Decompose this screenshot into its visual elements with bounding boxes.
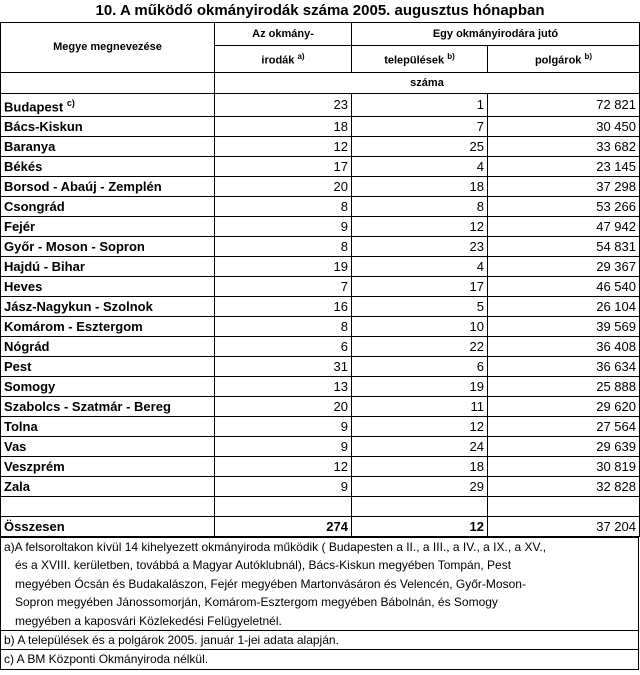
citizens-per-office: 27 564 — [488, 416, 640, 436]
citizens-per-office: 72 821 — [488, 93, 640, 116]
settlements-per-office: 10 — [352, 316, 488, 336]
settlements-per-office: 22 — [352, 336, 488, 356]
settlements-per-office: 4 — [352, 256, 488, 276]
region-name: Békés — [1, 156, 215, 176]
citizens-per-office: 54 831 — [488, 236, 640, 256]
settlements-per-office: 11 — [352, 396, 488, 416]
table-row — [1, 236, 640, 256]
region-name: Pest — [1, 356, 215, 376]
footnote-a-line: megyében a kaposvári Közlekedési Felügyeletnél. — [15, 613, 282, 628]
region-name: Heves — [1, 276, 215, 296]
office-count: 9 — [215, 216, 352, 236]
citizens-per-office: 36 634 — [488, 356, 640, 376]
region-name: Somogy — [1, 376, 215, 396]
table-row — [1, 336, 640, 356]
settlements-per-office: 1 — [352, 93, 488, 116]
region-name: Komárom - Esztergom — [1, 316, 215, 336]
citizens-per-office: 30 450 — [488, 116, 640, 136]
citizens-per-office: 29 367 — [488, 256, 640, 276]
header-per-office: Egy okmányirodára jutó — [352, 23, 640, 46]
citizens-per-office: 39 569 — [488, 316, 640, 336]
settlements-per-office: 7 — [352, 116, 488, 136]
header-blank — [1, 72, 215, 93]
citizens-per-office: 30 819 — [488, 456, 640, 476]
footnote-c: c) A BM Központi Okmányiroda nélkül. — [1, 649, 638, 668]
settlements-per-office: 12 — [352, 416, 488, 436]
table-row — [1, 116, 640, 136]
office-count: 23 — [215, 93, 352, 116]
settlements-per-office: 23 — [352, 236, 488, 256]
footnotes — [0, 537, 639, 670]
office-count: 8 — [215, 236, 352, 256]
region-name: Tolna — [1, 416, 215, 436]
region-name: Borsod - Abaúj - Zemplén — [1, 176, 215, 196]
citizens-per-office: 29 639 — [488, 436, 640, 456]
settlements-per-office: 6 — [352, 356, 488, 376]
region-name: Nógrád — [1, 336, 215, 356]
citizens-per-office: 33 682 — [488, 136, 640, 156]
total-citizens: 37 204 — [488, 516, 640, 536]
table-title: 10. A működő okmányirodák száma 2005. augusztus hónapban — [95, 2, 545, 19]
settlements-per-office: 25 — [352, 136, 488, 156]
region-name: Fejér — [1, 216, 215, 236]
office-count: 17 — [215, 156, 352, 176]
table-row — [1, 316, 640, 336]
settlements-per-office: 24 — [352, 436, 488, 456]
office-count: 12 — [215, 136, 352, 156]
footnote-a-line: megyében Ócsán és Budakalászon, Fejér megyében Martonvásáron és Velencén, Győr-Moson- — [15, 576, 526, 591]
table-row — [1, 176, 640, 196]
offices-table — [0, 22, 640, 537]
settlements-per-office: 12 — [352, 216, 488, 236]
office-count: 8 — [215, 316, 352, 336]
office-count: 20 — [215, 396, 352, 416]
region-name: Veszprém — [1, 456, 215, 476]
region-name: Bács-Kiskun — [1, 116, 215, 136]
settlements-per-office: 18 — [352, 176, 488, 196]
region-name: Budapest $^{c)}$ — [1, 93, 215, 116]
settlements-per-office: 17 — [352, 276, 488, 296]
office-count: 8 — [215, 196, 352, 216]
total-label: Összesen — [1, 516, 215, 536]
table-row — [1, 356, 640, 376]
table-row — [1, 436, 640, 456]
citizens-per-office: 53 266 — [488, 196, 640, 216]
office-count: 19 — [215, 256, 352, 276]
total-row — [1, 516, 640, 536]
table-row — [1, 296, 640, 316]
settlements-per-office: 5 — [352, 296, 488, 316]
settlements-per-office: 19 — [352, 376, 488, 396]
table-row — [1, 256, 640, 276]
header-settlements: települések $^{b)}$ — [352, 46, 488, 73]
office-count: 9 — [215, 476, 352, 496]
office-count: 31 — [215, 356, 352, 376]
office-count: 16 — [215, 296, 352, 316]
office-count: 20 — [215, 176, 352, 196]
footnote-a-line: a)A felsoroltakon kívül 14 kihelyezett okmányiroda működik ( Budapesten a II., a III., a IV., a IX., a XV., — [1, 537, 638, 556]
region-name: Hajdú - Bihar — [1, 256, 215, 276]
total-settlements: 12 — [352, 516, 488, 536]
citizens-per-office: 29 620 — [488, 396, 640, 416]
citizens-per-office: 36 408 — [488, 336, 640, 356]
citizens-per-office: 26 104 — [488, 296, 640, 316]
table-row — [1, 156, 640, 176]
office-count: 6 — [215, 336, 352, 356]
footnote-b: b) A települések és a polgárok 2005. január 1-jei adata alapján. — [1, 630, 638, 649]
footnote-a-line: és a XVIII. kerületben, továbbá a Magyar Autóklubnál), Bács-Kiskun megyében Tompán, Pest — [15, 558, 512, 573]
header-region: Megye megnevezése — [1, 23, 215, 73]
region-name: Baranya — [1, 136, 215, 156]
citizens-per-office: 37 298 — [488, 176, 640, 196]
header-offices-line1: Az okmány- — [215, 23, 352, 46]
office-count: 18 — [215, 116, 352, 136]
office-count: 9 — [215, 436, 352, 456]
citizens-per-office: 47 942 — [488, 216, 640, 236]
office-count: 9 — [215, 416, 352, 436]
header-citizens: polgárok $^{b)}$ — [488, 46, 640, 73]
table-row — [1, 476, 640, 496]
table-row — [1, 276, 640, 296]
region-name: Zala — [1, 476, 215, 496]
table-row — [1, 196, 640, 216]
citizens-per-office: 25 888 — [488, 376, 640, 396]
region-name: Győr - Moson - Sopron — [1, 236, 215, 256]
office-count: 13 — [215, 376, 352, 396]
table-row — [1, 216, 640, 236]
header-unit: száma — [215, 72, 640, 93]
table-row — [1, 416, 640, 436]
settlements-per-office: 29 — [352, 476, 488, 496]
table-row — [1, 93, 640, 116]
settlements-per-office: 4 — [352, 156, 488, 176]
citizens-per-office: 23 145 — [488, 156, 640, 176]
table-row — [1, 456, 640, 476]
table-row — [1, 376, 640, 396]
citizens-per-office: 32 828 — [488, 476, 640, 496]
settlements-per-office: 8 — [352, 196, 488, 216]
citizens-per-office: 46 540 — [488, 276, 640, 296]
table-row — [1, 396, 640, 416]
region-name: Szabolcs - Szatmár - Bereg — [1, 396, 215, 416]
footnote-a-line: Sopron megyében Jánossomorján, Komárom-Esztergom megyében Bábolnán, és Somogy — [15, 595, 498, 610]
office-count: 7 — [215, 276, 352, 296]
settlements-per-office: 18 — [352, 456, 488, 476]
office-count: 12 — [215, 456, 352, 476]
region-name: Vas — [1, 436, 215, 456]
spacer-row — [1, 496, 640, 516]
total-office-count: 274 — [215, 516, 352, 536]
region-name: Csongrád — [1, 196, 215, 216]
region-name: Jász-Nagykun - Szolnok — [1, 296, 215, 316]
header-offices-line2: irodák $^{a)}$ — [215, 46, 352, 73]
table-row — [1, 136, 640, 156]
